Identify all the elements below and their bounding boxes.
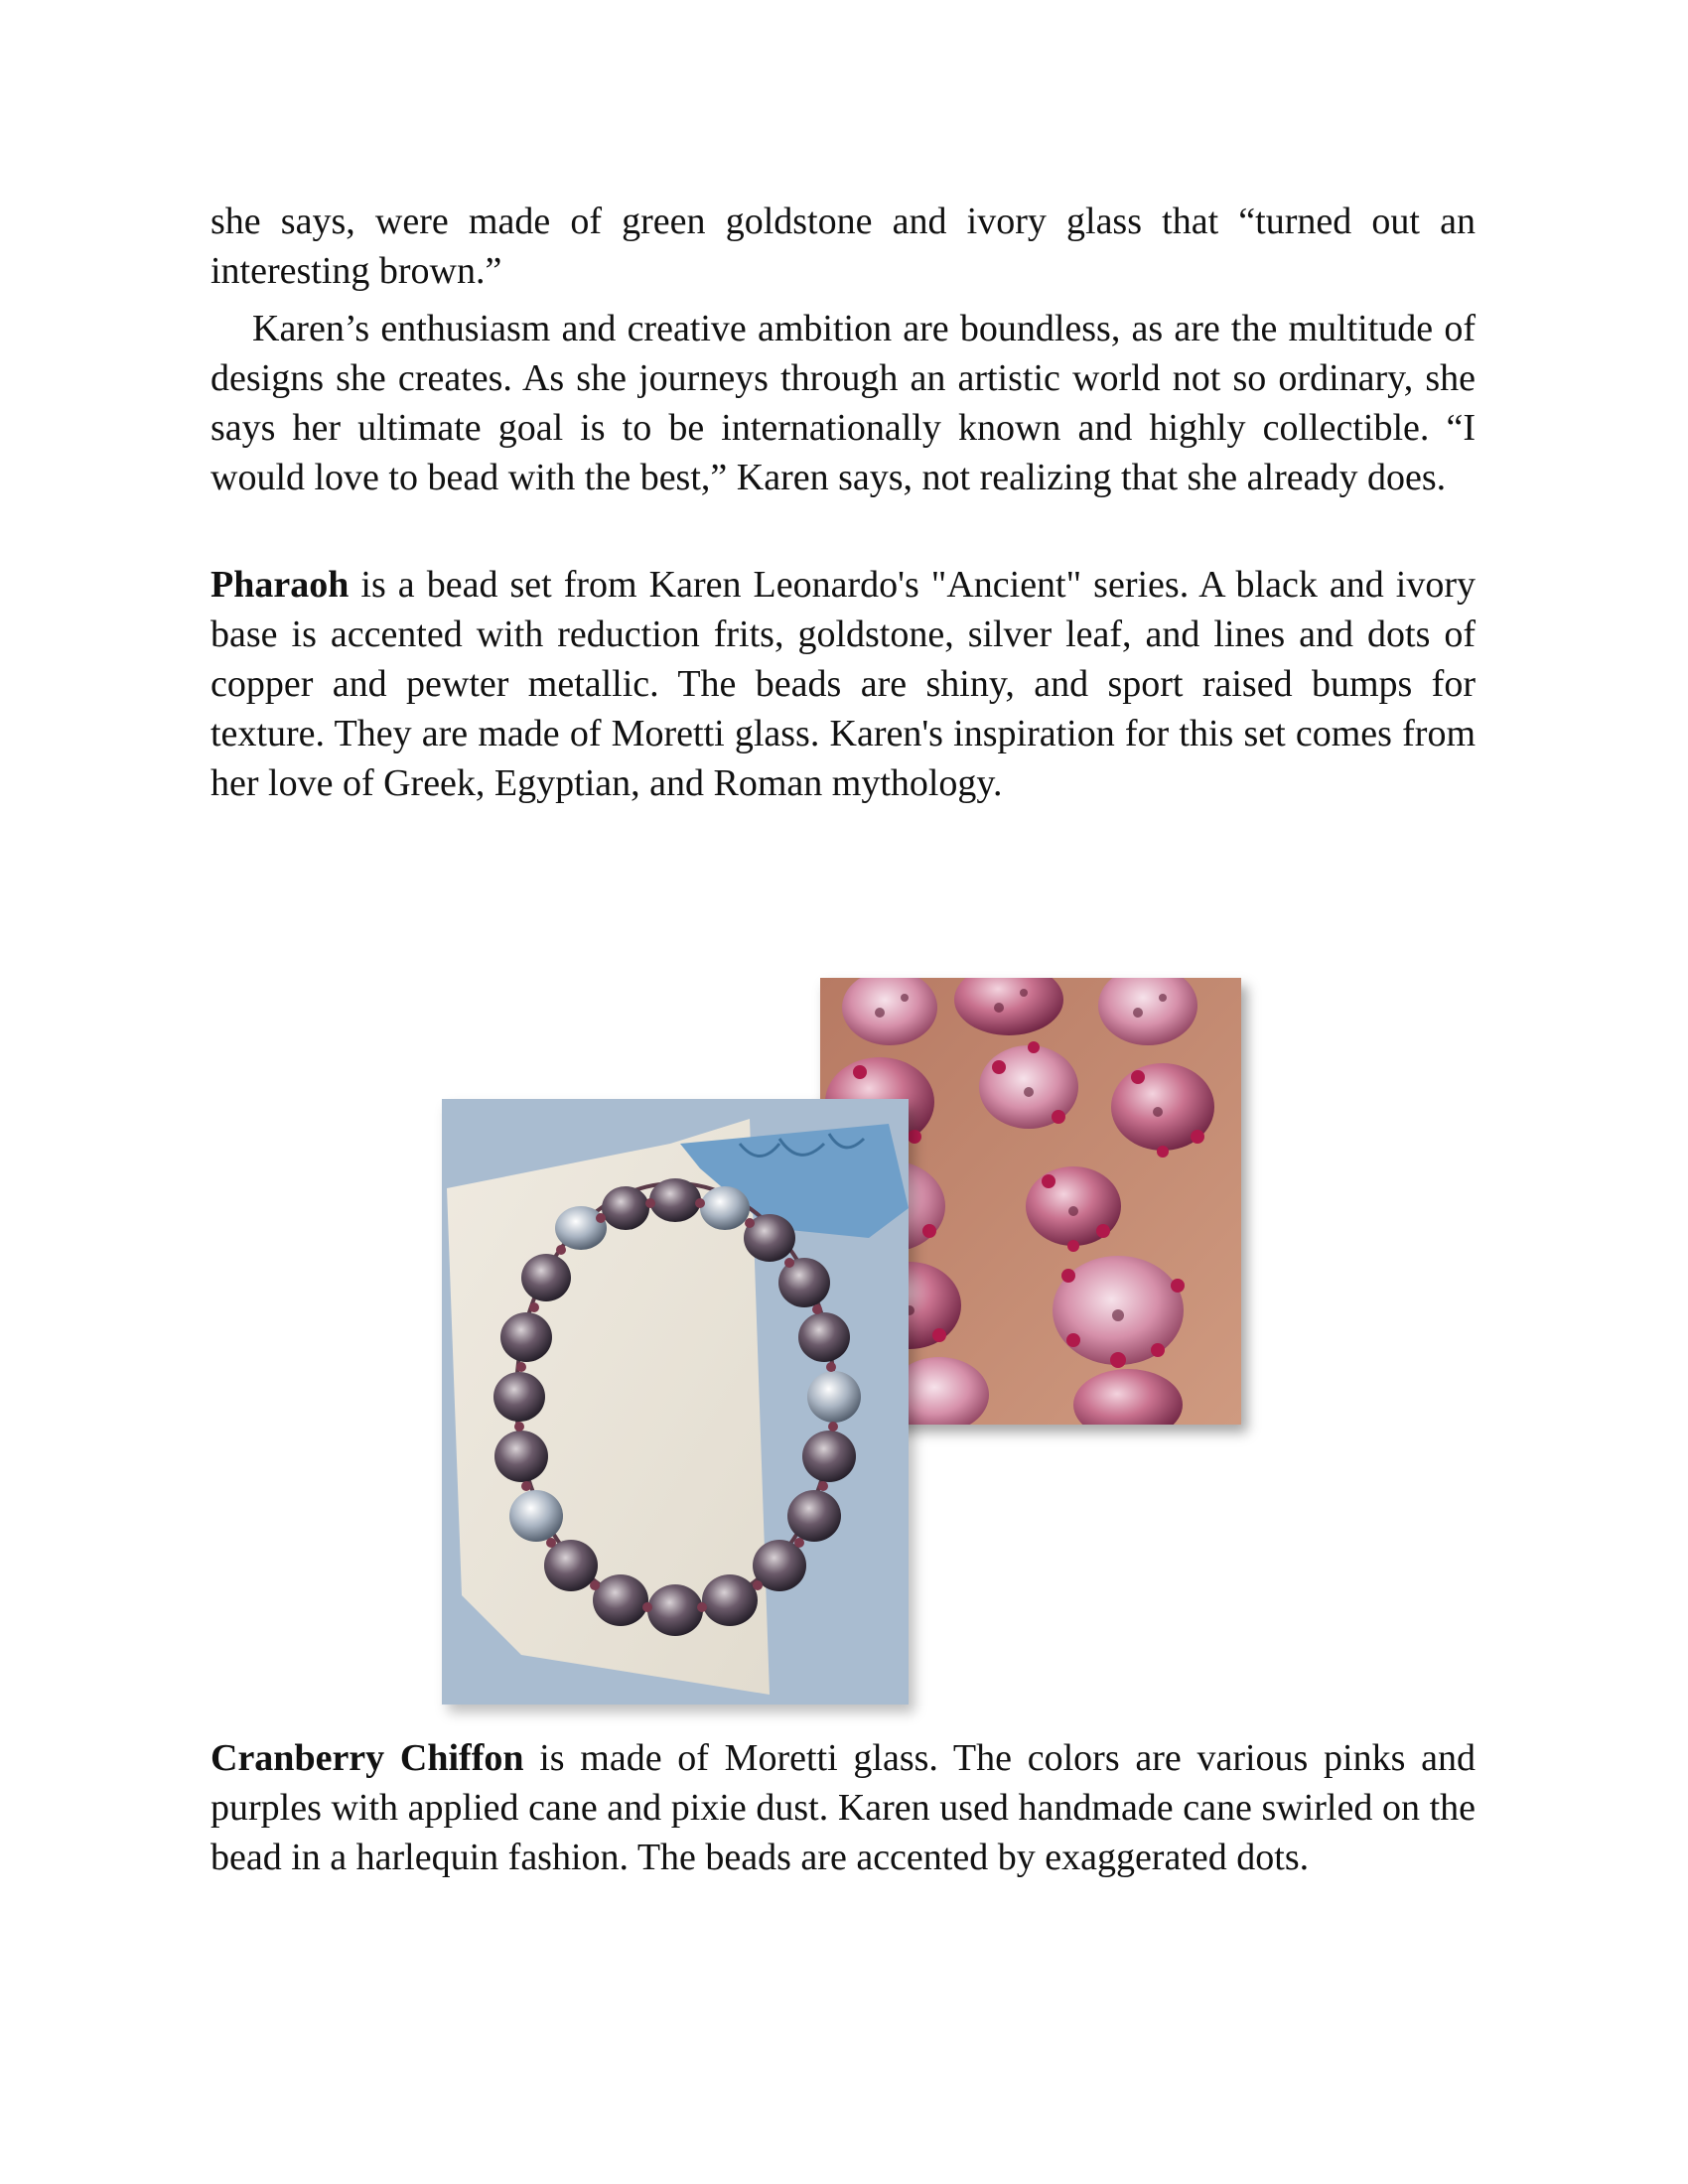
paragraph-enthusiasm (211, 304, 1476, 502)
paragraph-3 (211, 560, 1476, 808)
cranberry-text: is made of Moretti glass. The colors are various pinks and purples with applied cane and pixie dust. Karen used handmade cane swirled on the bead in a harlequin fashion. The beads are accented by exaggerated dots. (211, 1737, 1476, 1878)
pharaoh-description (211, 560, 1476, 808)
pharaoh-photo (442, 1099, 909, 1705)
pharaoh-text: is a bead set from Karen Leonardo's "Ancient" series. A black and ivory base is accented with reduction frits, goldstone, silver leaf, and lines and dots of copper and pewter metallic. The beads are shiny, and sport raised bumps for texture. They are made of Moretti glass. Karen's inspiration for this set comes from her love of Greek, Egyptian, and Roman mythology. (211, 564, 1476, 804)
paragraph-4 (211, 1733, 1476, 1882)
paragraph-1: she says, were made of green goldstone and ivory glass that “turned out an interesting brown.” (211, 201, 1476, 292)
pharaoh-beads-illustration (442, 1099, 909, 1705)
paragraph-2: Karen’s enthusiasm and creative ambition are boundless, as are the multitude of designs she creates. As she journeys through an artistic world not so ordinary, she says her ultimate goal is to be internationally known and highly collectible. “I would love to bead with the best,” Karen says, not realizing that she already does. (211, 308, 1476, 498)
cranberry-description (211, 1733, 1476, 1882)
pharaoh-title: Pharaoh (211, 564, 350, 606)
paragraph-continued (211, 197, 1476, 296)
cranberry-title: Cranberry Chiffon (211, 1737, 524, 1779)
